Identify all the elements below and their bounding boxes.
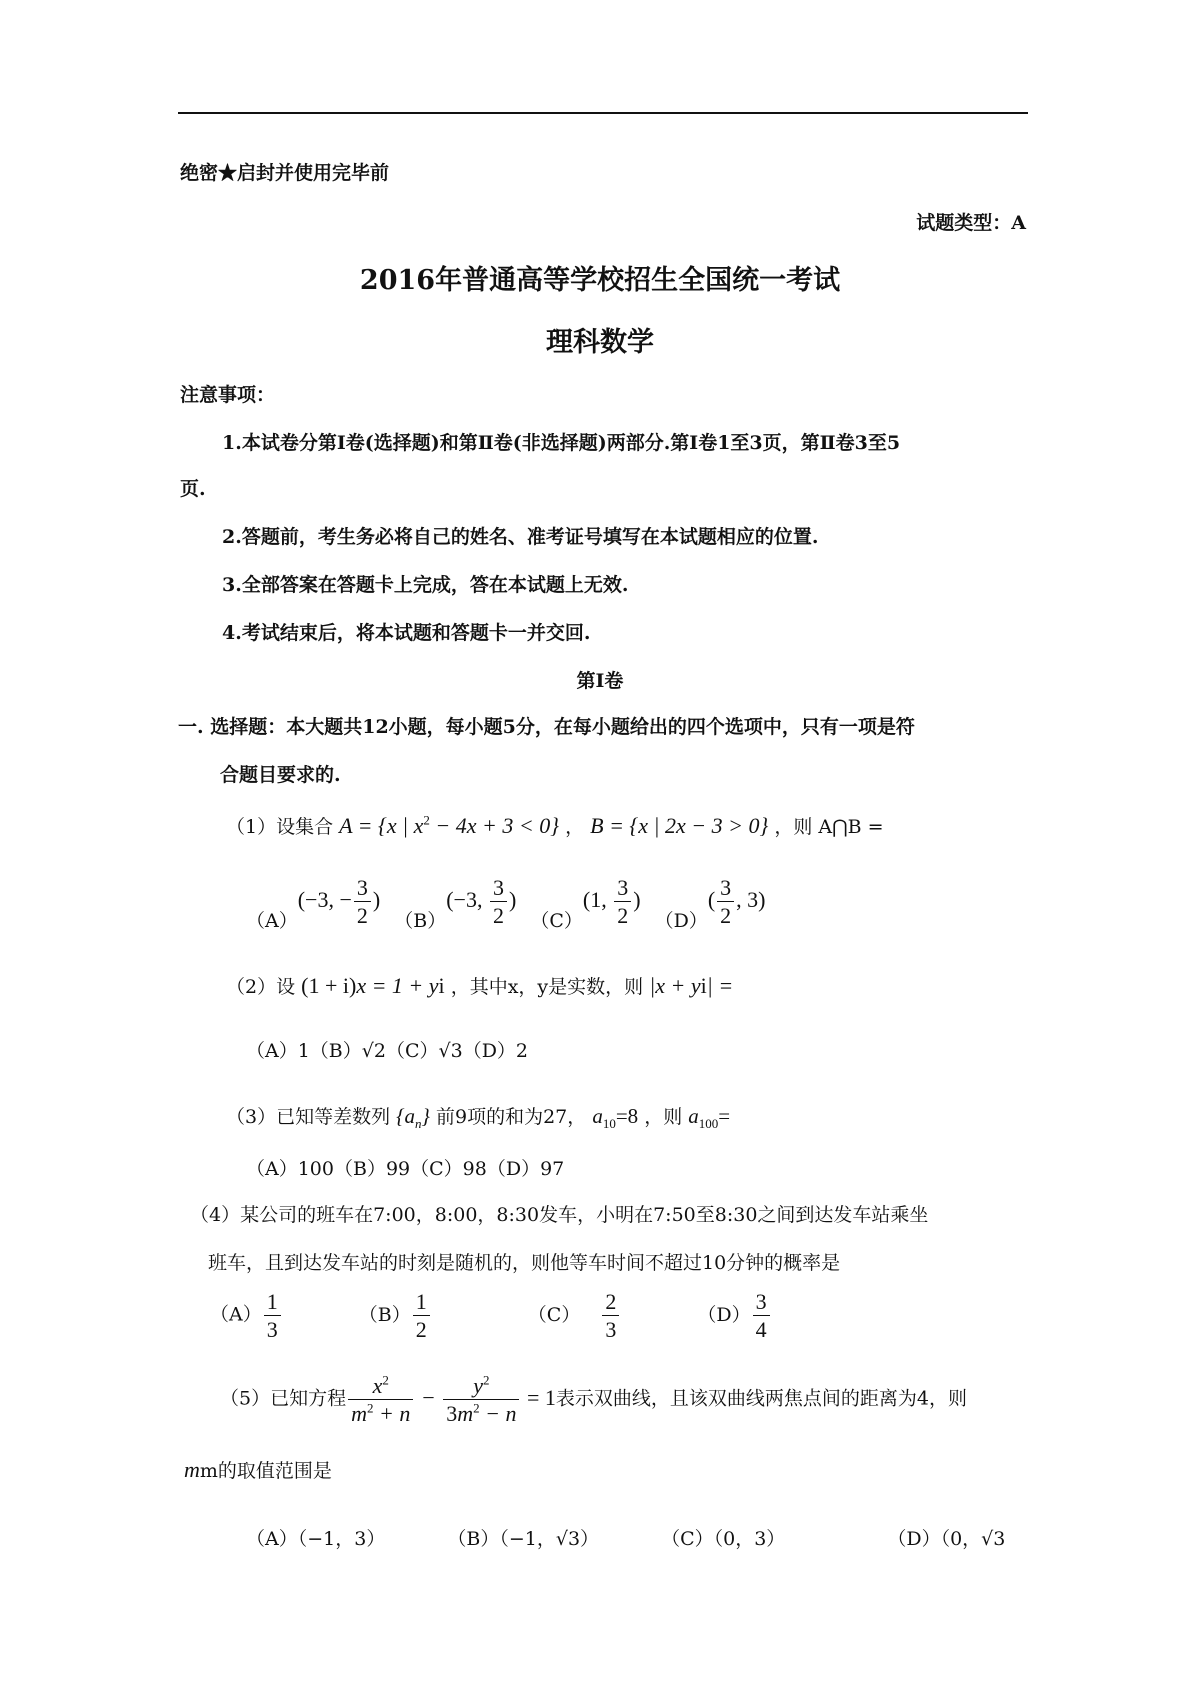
q5-variable-m: m [184,1457,200,1482]
exam-subtitle: 理科数学 [546,327,654,358]
q1-option-c: (1, $\frac{3}{2}$ ) [582,875,641,929]
question-4-cont: 班车，且到达发车站的时刻是随机的，则他等车时间不超过10分钟的概率是 [208,1252,841,1274]
q1-options [246,875,766,932]
notice-item-2: 2.答题前，考生务必将自己的姓名、准考证号填写在本试题相应的位置. [222,526,819,548]
question-2 [226,972,733,999]
q1-set-b: B = {x | 2x − 3 > 0} [590,813,769,838]
exam-title: 2016年普通高等学校招生全国统一考试 [359,265,841,296]
question-3 [226,1102,731,1132]
q3-a100: $a_{100}=$ [688,1104,731,1132]
q1-option-a: (−3, − $\frac{3}{2}$ ) [297,875,381,929]
part-1-title: 第Ⅰ卷 [576,670,624,692]
q5-suffix: 表示双曲线，且该双曲线两焦点间的距离为4，则 [555,1387,967,1410]
q4-option-a-label: （A） [210,1303,262,1326]
q3-sequence: $\{a_n\}$ [396,1104,430,1132]
q2-expression: |x + yi| = [649,973,734,998]
question-1 [226,812,884,839]
q5-prefix: （5）已知方程 [220,1387,347,1410]
q4-option-d-label: （D） [697,1303,751,1326]
section-instructions: 一. 选择题：本大题共12小题，每小题5分，在每小题给出的四个选项中，只有一项是符 [178,716,915,738]
q3-middle: 前9项的和为27， [436,1106,587,1128]
q1-suffix: ，则 A⋂B = [774,816,884,838]
q2-middle: ，其中x，y是实数，则 [450,976,644,998]
q1-set-a: A = {x | $x^2 - 4x + 3 < 0$} [339,812,560,838]
notice-item-4: 4.考试结束后，将本试题和答题卡一并交回. [222,622,591,644]
q4-option-d: $\frac{3}{4}$ [751,1301,772,1326]
q3-then: ，则 [644,1106,683,1128]
q1-option-a-label: （A） [246,909,298,932]
notice-item-1-cont: 页. [180,478,206,500]
q3-prefix: （3）已知等差数列 [226,1106,391,1128]
q4-option-a: $\frac{1}{3}$ [262,1301,283,1326]
q4-option-c: $\frac{2}{3}$ [600,1301,621,1326]
question-5 [220,1374,967,1425]
q1-option-b-label: （B） [394,909,447,932]
q2-prefix: （2）设 [226,976,296,998]
notice-heading: 注意事项： [180,384,276,406]
q1-prefix: （1）设集合 [226,816,334,838]
q4-option-b-label: （B） [358,1303,411,1326]
paper-type: 试题类型：A [916,212,1026,234]
question-5-cont [184,1456,332,1483]
q1-option-b: (−3, $\frac{3}{2}$ ) [446,875,517,929]
top-rule [178,112,1028,114]
q3-options: （A）100（B）99（C）98（D）97 [246,1158,565,1180]
q4-option-b: $\frac{1}{2}$ [411,1301,432,1326]
q5-line2: m的取值范围是 [199,1460,332,1482]
q2-options: （A）1（B）√2（C）√3（D）2 [246,1040,529,1062]
q1-comma: ， [565,816,585,838]
q1-option-c-label: （C） [530,909,583,932]
q5-option-d: （D）（0，√3 [887,1528,1006,1550]
q1-option-d-label: （D） [654,909,708,932]
section-instructions-cont: 合题目要求的. [220,764,341,786]
q5-options [246,1524,1005,1551]
q4-options [210,1290,772,1341]
q5-option-a: （A）（−1，3） [246,1528,386,1550]
q3-a10: $a_{10}=8$ [592,1104,639,1132]
q1-option-d: ( $\frac{3}{2}$ , 3) [707,875,766,929]
q5-equation: $\frac{x^2}{m^2 + n}$ − $\frac{y^2}{3m^2 - n}$ = 1 [346,1385,556,1410]
question-4: （4）某公司的班车在7:00，8:00，8:30发车，小明在7:50至8:30之间到达发车站乘坐 [190,1204,929,1226]
q2-equation: (1 + i)x = 1 + yi [301,973,445,998]
notice-item-1: 1.本试卷分第Ⅰ卷(选择题)和第Ⅱ卷(非选择题)两部分.第Ⅰ卷1至3页，第Ⅱ卷3至5 [222,432,901,454]
confidential-note: 绝密★启封并使用完毕前 [180,162,390,184]
q5-option-c: （C）（0，3） [661,1528,786,1550]
q4-option-c-label: （C） [527,1303,581,1326]
q5-option-b: （B）（−1，√3） [447,1528,600,1550]
notice-item-3: 3.全部答案在答题卡上完成，答在本试题上无效. [222,574,629,596]
